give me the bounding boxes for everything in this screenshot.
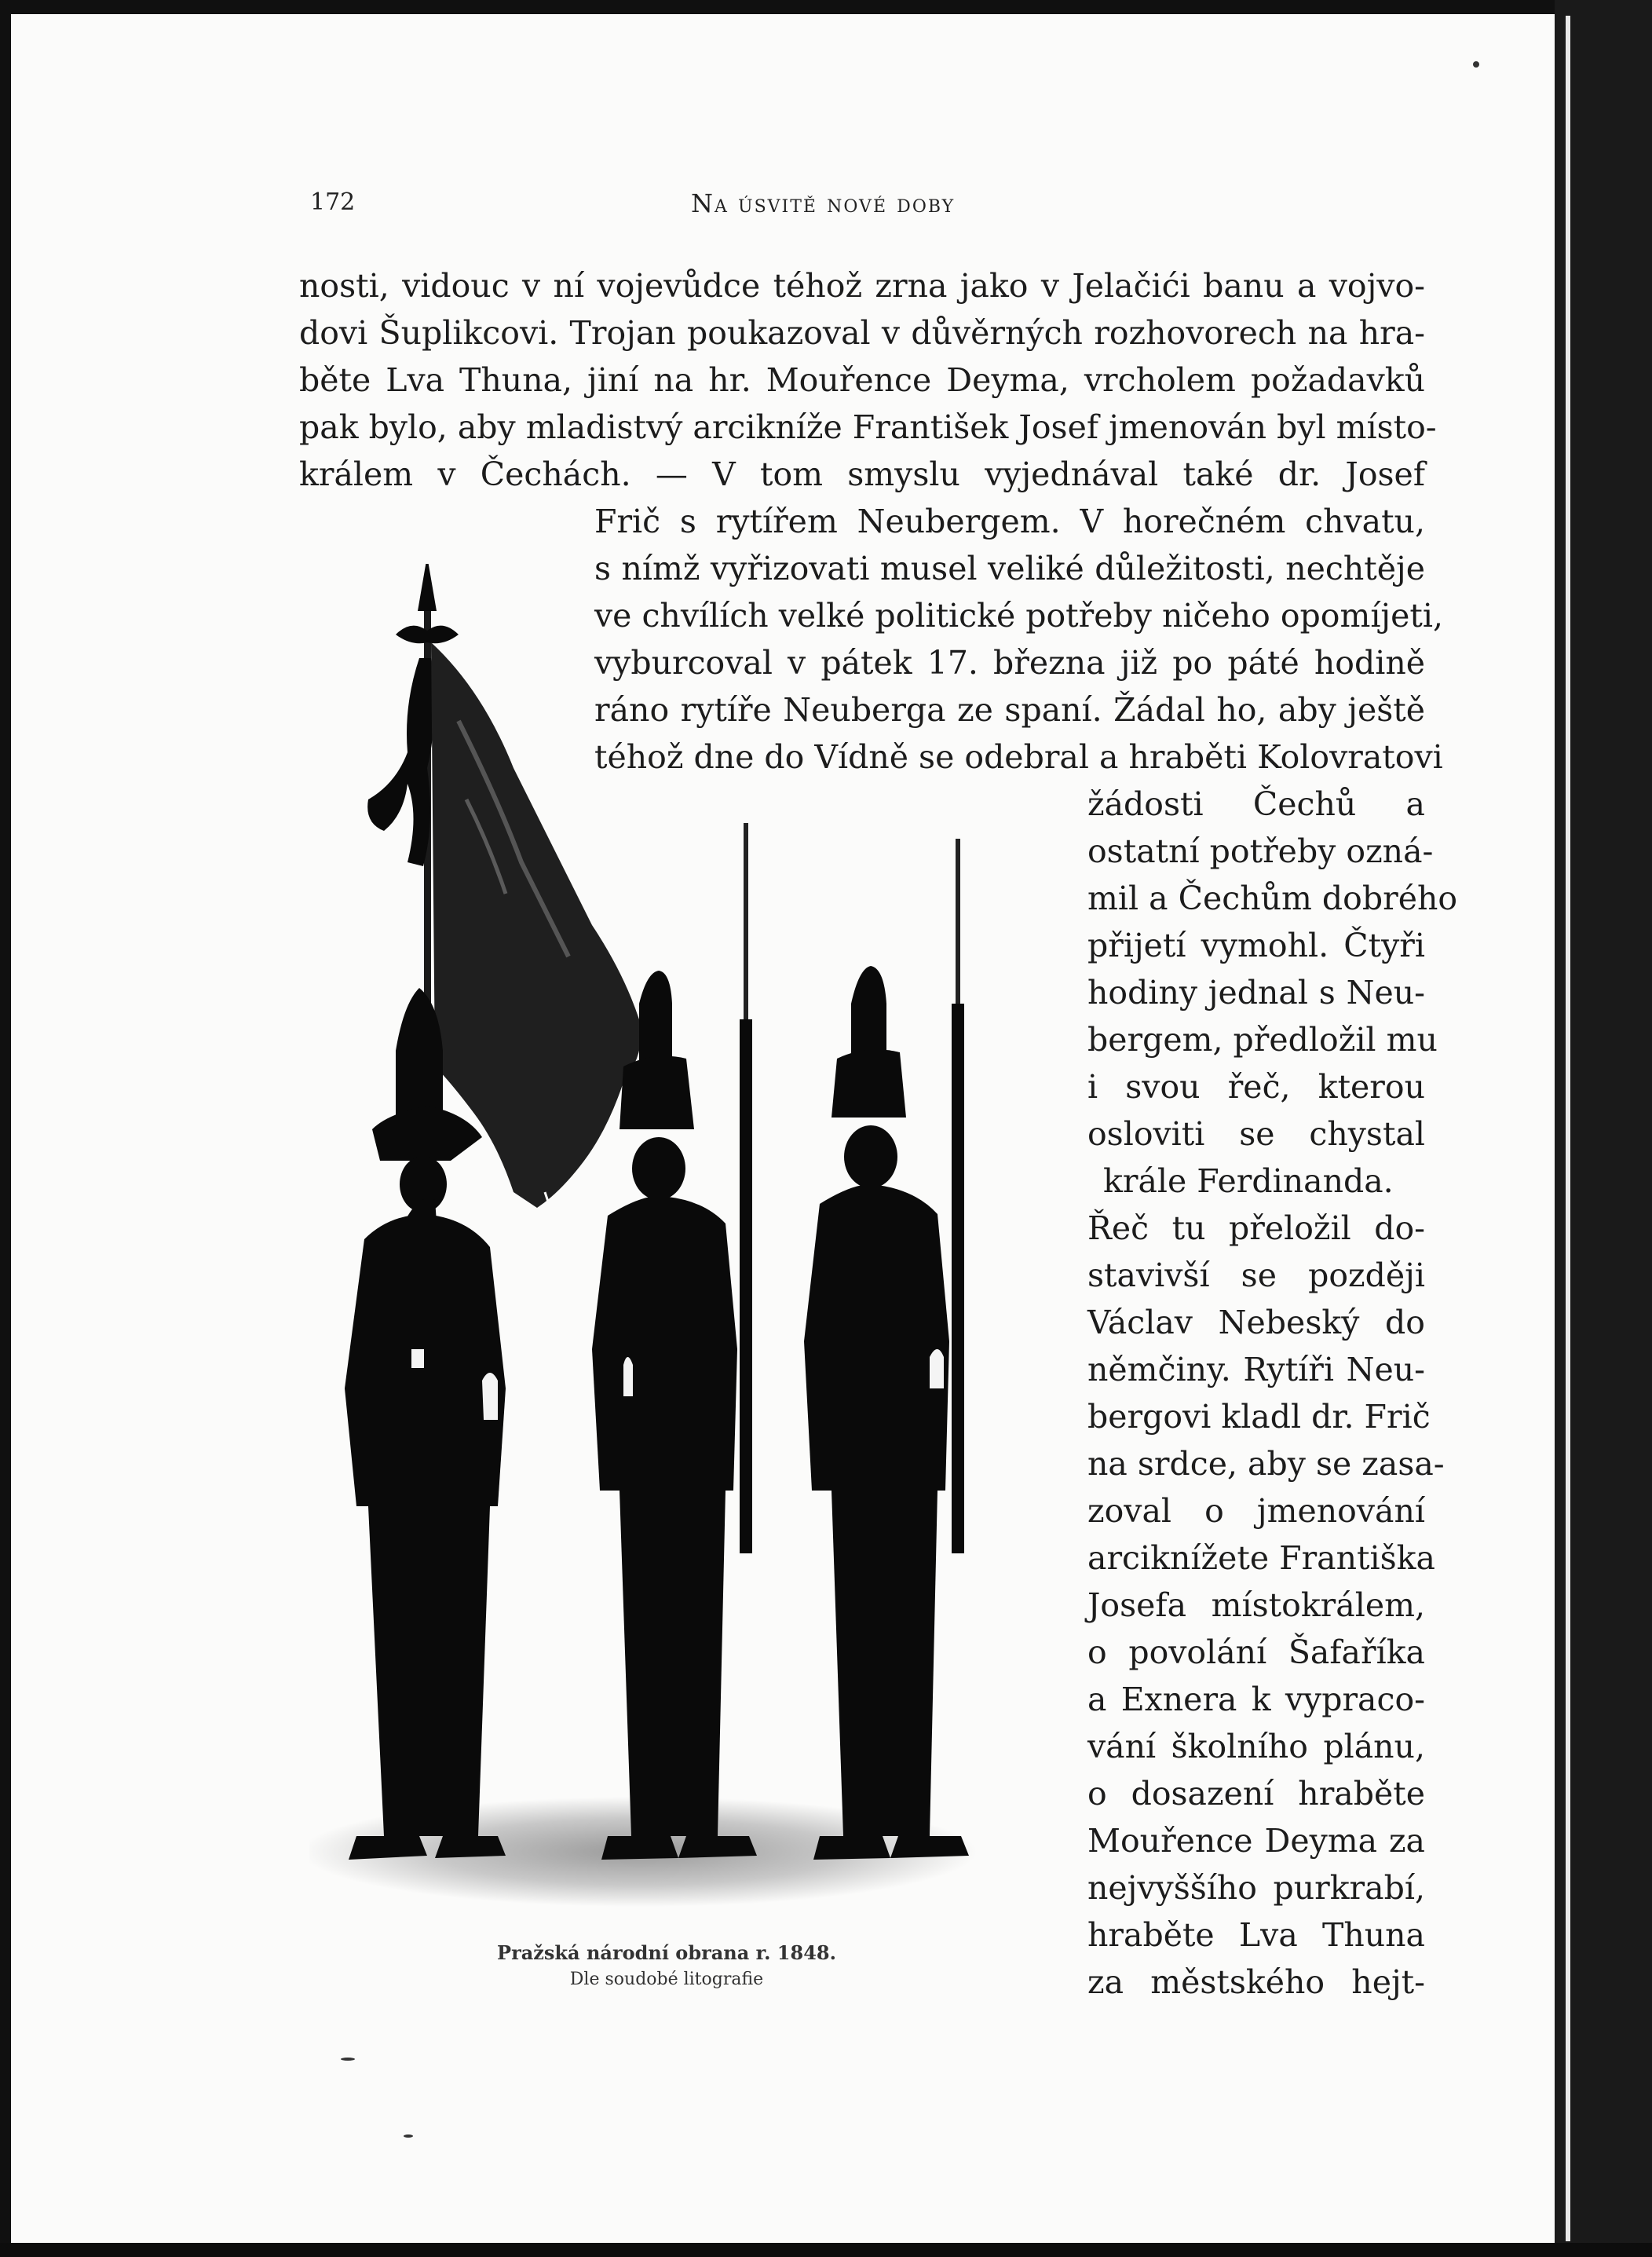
figure-caption-title: Pražská národní obrana r. 1848. [497, 1941, 836, 1964]
text-line: Frič s rytířem Neubergem. V horečném chvatu, [594, 503, 1425, 540]
scan-speck [341, 2058, 355, 2061]
text-line: nosti, vidouc v ní vojevůdce téhož zrna jako v Jelačići banu a vojvo- [299, 267, 1425, 305]
scan-right-border [1555, 0, 1652, 2257]
page-number: 172 [310, 188, 356, 216]
text-line: mil a Čechům dobrého [1087, 880, 1458, 917]
scan-bottom-border [0, 2243, 1652, 2257]
text-line: Václav Nebeský do [1087, 1304, 1425, 1341]
text-line: za městského hejt- [1087, 1963, 1425, 2001]
text-line: ráno rytíře Neuberga ze spaní. Žádal ho, aby ještě [594, 691, 1425, 729]
national-guard-illustration [309, 564, 1032, 1915]
text-line: osloviti se chystal [1087, 1115, 1425, 1153]
scan-speck [404, 2134, 413, 2138]
text-line: žádosti Čechů a [1087, 785, 1425, 823]
page-header [11, 188, 1555, 220]
text-line: Řeč tu přeložil do- [1087, 1209, 1425, 1247]
text-line: i svou řeč, kterou [1087, 1068, 1425, 1106]
text-line: bergovi kladl dr. Frič [1087, 1398, 1431, 1436]
text-line: běte Lva Thuna, jiní na hr. Mouřence Deyma, vrcholem požadavků [299, 361, 1425, 399]
book-page [11, 14, 1555, 2243]
scan-speck [1473, 61, 1479, 68]
soldier-figure [804, 839, 969, 1860]
text-line: o dosazení hraběte [1087, 1775, 1425, 1813]
text-line: ve chvílích velké politické potřeby ničeho opomíjeti, [594, 597, 1444, 635]
text-line: arciknížete Františka [1087, 1539, 1435, 1577]
text-line: pak bylo, aby mladistvý arcikníže František Josef jmenován byl místo- [299, 408, 1437, 446]
text-line: bergem, předložil mu [1087, 1021, 1438, 1059]
text-line: vání školního plánu, [1087, 1728, 1425, 1765]
flag-bearer-figure [345, 564, 641, 1860]
text-line: stavivší se později [1087, 1257, 1425, 1294]
text-line: Mouřence Deyma za [1087, 1822, 1425, 1860]
text-line: hraběte Lva Thuna [1087, 1916, 1425, 1954]
running-title: Na úsvitě nové doby [691, 188, 956, 218]
text-line: vyburcoval v pátek 17. března již po páté hodině [594, 644, 1425, 682]
text-line: zoval o jmenování [1087, 1492, 1425, 1530]
text-line: a Exnera k vypraco- [1087, 1681, 1425, 1718]
text-line: s nímž vyřizovati musel veliké důležitosti, nechtěje [594, 550, 1425, 587]
text-line: králem v Čechách. — V tom smyslu vyjednával také dr. Josef [299, 455, 1425, 493]
text-line: ostatní potřeby ozná- [1087, 832, 1434, 870]
figure-caption-source: Dle soudobé litografie [569, 1970, 764, 1989]
text-line: Josefa místokrálem, [1087, 1586, 1425, 1624]
text-line: nejvyššího purkrabí, [1087, 1869, 1425, 1907]
text-line: krále Ferdinanda. [1103, 1162, 1394, 1200]
text-line: dovi Šuplikcovi. Trojan poukazoval v důvěrných rozhovorech na hra- [299, 314, 1425, 352]
text-line: na srdce, aby se zasa- [1087, 1445, 1445, 1483]
text-line: němčiny. Rytíři Neu- [1087, 1351, 1425, 1388]
text-line: přijetí vymohl. Čtyři [1087, 927, 1425, 964]
text-line: téhož dne do Vídně se odebral a hraběti Kolovratovi [594, 738, 1443, 776]
text-line: o povolání Šafaříka [1087, 1633, 1425, 1671]
text-line: hodiny jednal s Neu- [1087, 974, 1425, 1011]
